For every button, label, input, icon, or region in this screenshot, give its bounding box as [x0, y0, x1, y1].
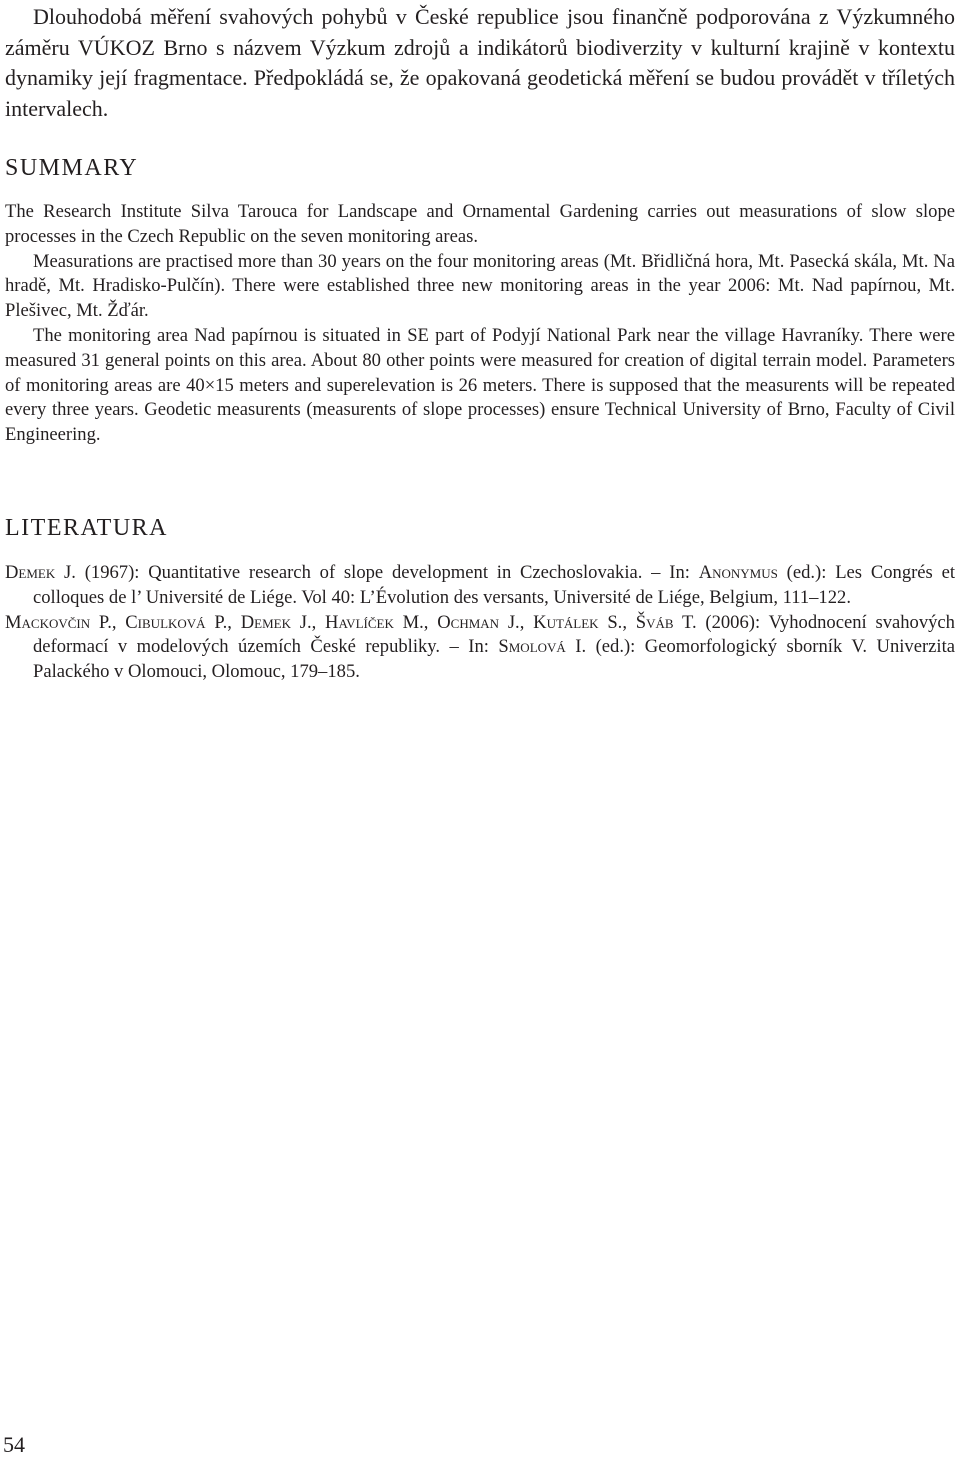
summary-body [5, 200, 955, 448]
reference-author: Demek J. [5, 562, 76, 583]
reference-author: Mackovčin P., Cibulková P., Demek J., Havlíček M., Ochman J., Kutálek S., Šváb T. [5, 611, 697, 633]
literatura-heading: LITERATURA [5, 515, 168, 541]
summary-heading: SUMMARY [5, 155, 139, 181]
reference-item [5, 561, 955, 611]
page-number: 54 [3, 1432, 25, 1457]
reference-item [5, 611, 955, 685]
czech-funding-paragraph [5, 2, 955, 124]
summary-paragraph: The Research Institute Silva Tarouca for Landscape and Ornamental Gardening carries out measurations of slow slope processes in the Czech Republic on the seven monitoring areas. [5, 201, 955, 247]
reference-text: (ed.): Geomorfologický sborník V. Univerzita Palackého v Olomouci, Olomouc, 179–185. [33, 636, 955, 683]
summary-paragraph: Measurations are practised more than 30 years on the four monitoring areas (Mt. Břidličná hora, Mt. Pasecká skála, Mt. Na hradě, Mt. Hradisko-Pulčín). There were established three new monitoring areas in the year 2006: Mt. Nad papírnou, Mt. Plešivec, Mt. Žďár. [5, 250, 955, 322]
summary-paragraph: The monitoring area Nad papírnou is situated in SE part of Podyjí National Park near the village Havraníky. There were measured 31 general points on this area. About 80 other points were measured for creation of digital terrain model. Parameters of monitoring areas are 40×15 meters and superelevation is 26 meters. There is supposed that the measurents will be repeated every three years. Geodetic measurents (measurents of slope processes) ensure Technical University of Brno, Faculty of Civil Engineering. [5, 324, 955, 446]
reference-list [5, 561, 955, 685]
czech-funding-text: Dlouhodobá měření svahových pohybů v České republice jsou finančně podporována z Výzkumného záměru VÚKOZ Brno s názvem Výzkum zdrojů a indikátorů biodiverzity v kulturní krajině v kontextu dynamiky její fragmentace. Předpokládá se, že opakovaná geodetická měření se budou provádět v tříletých intervalech. [5, 4, 955, 121]
reference-text: (1967): Quantitative research of slope development in Czechoslovakia. – In: [75, 562, 699, 583]
reference-editor: Smolová I. [498, 636, 587, 658]
reference-text: (2006): Vyhodnocení svahových deformací v modelových územích České republiky. – In: [33, 611, 955, 658]
reference-editor: Anonymus [698, 562, 778, 583]
reference-text: (ed.): Les Congrés et colloques de l’ Université de Liége. Vol 40: L’Évolution des versants, Université de Liége, Belgium, 111–122. [33, 562, 955, 608]
